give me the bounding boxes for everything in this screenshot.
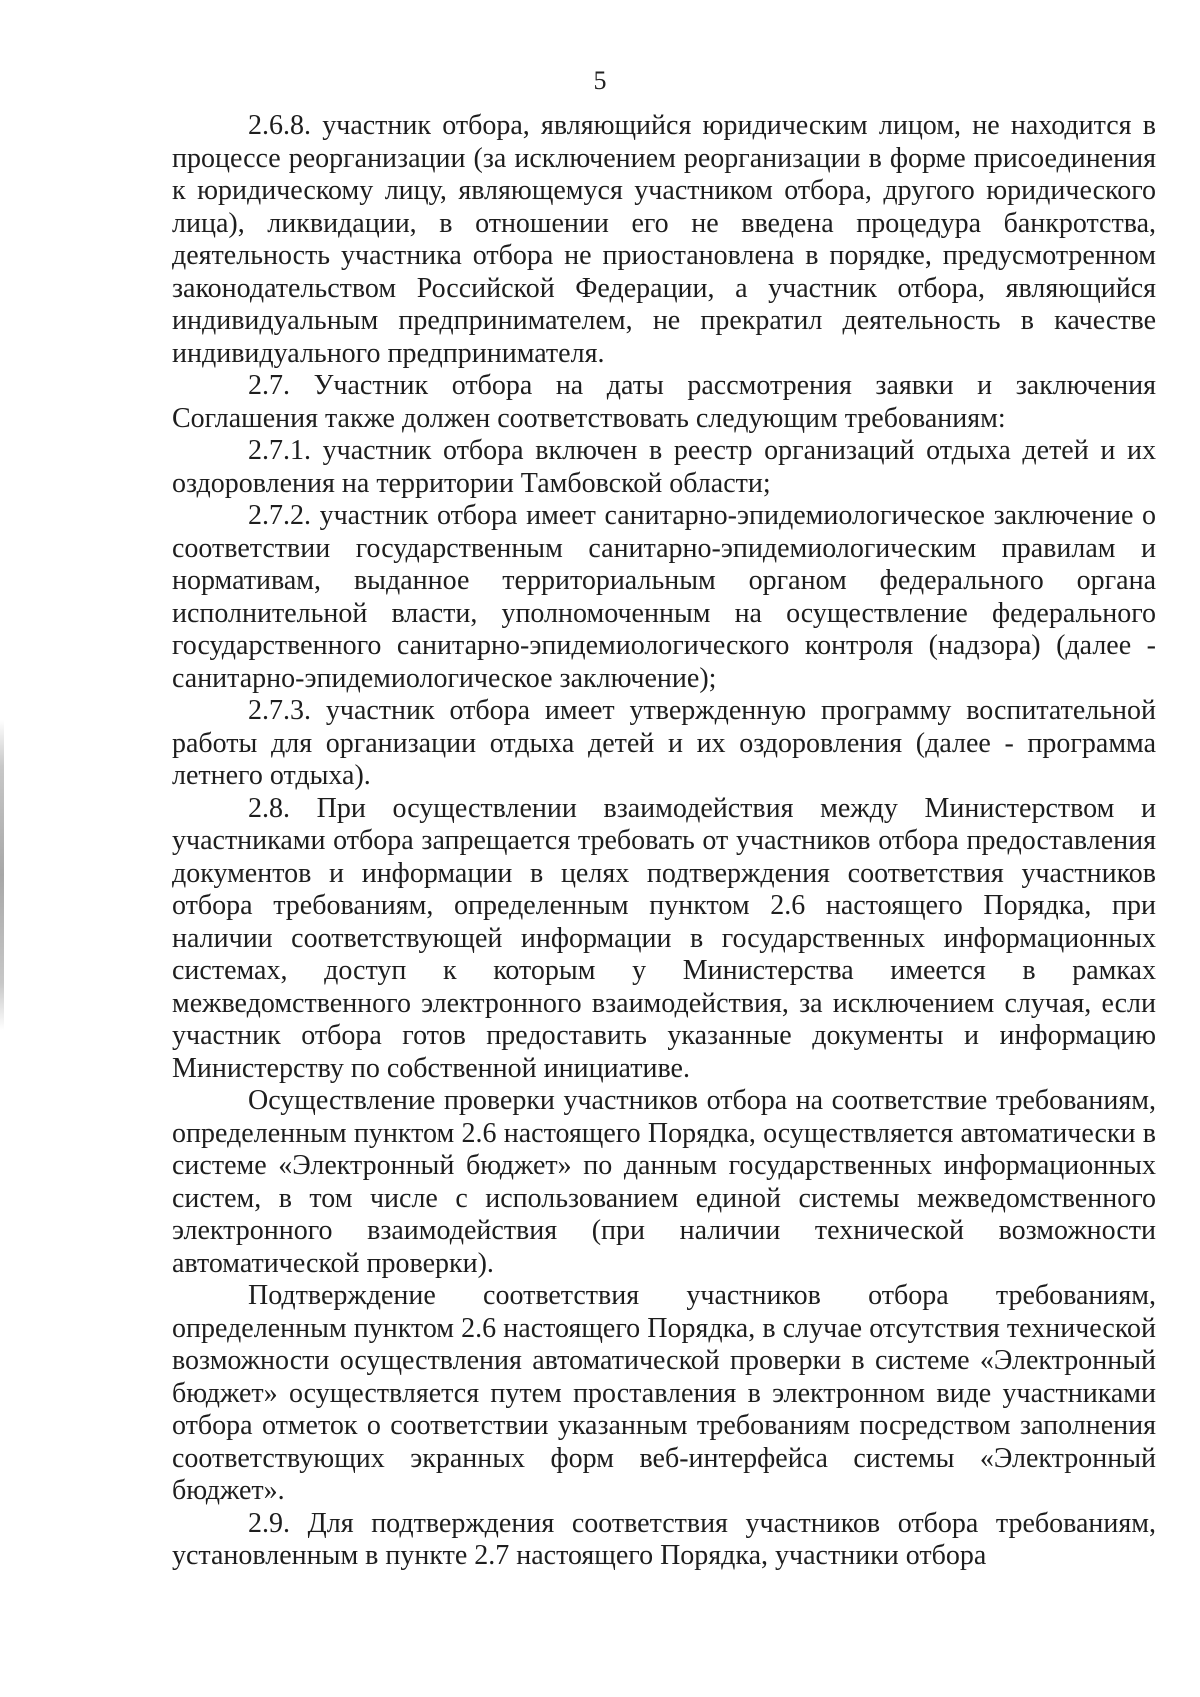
paragraph-2-7-2: 2.7.2. участник отбора имеет санитарно-эпидемиологическое заключение о соответствии государственным санитарно-эпидемиологическим правилам и нормативам, выданное территориальным органом федерального органа исполнительной власти, уполномоченным на осуществление федерального государственного санитарно-эпидемиологического контроля (надзора) (далее - санитарно-эпидемиологическое заключение);	[172, 500, 1156, 694]
page-number: 5	[593, 66, 607, 95]
scan-edge-shadow	[0, 720, 4, 1030]
paragraph-2-7-1: 2.7.1. участник отбора включен в реестр организаций отдыха детей и их оздоровления на территории Тамбовской области;	[172, 435, 1156, 499]
paragraph-confirmation: Подтверждение соответствия участников отбора требованиям, определенным пунктом 2.6 настоящего Порядка, в случае отсутствия технической возможности осуществления автоматической проверки в системе «Электронный бюджет» осуществляется путем проставления в электронном виде участниками отбора отметок о соответствии указанным требованиям посредством заполнения соответствующих экранных форм веб-интерфейса системы «Электронный бюджет».	[172, 1280, 1156, 1506]
document-body	[172, 110, 1156, 1573]
paragraph-2-6-8: 2.6.8. участник отбора, являющийся юридическим лицом, не находится в процессе реорганизации (за исключением реорганизации в форме присоединения к юридическому лицу, являющемуся участником отбора, другого юридического лица), ликвидации, в отношении его не введена процедура банкротства, деятельность участника отбора не приостановлена в порядке, предусмотренном законодательством Российской Федерации, а участник отбора, являющийся индивидуальным предпринимателем, не прекратил деятельность в качестве индивидуального предпринимателя.	[172, 110, 1156, 369]
paragraph-automatic-check: Осуществление проверки участников отбора на соответствие требованиям, определенным пунктом 2.6 настоящего Порядка, осуществляется автоматически в системе «Электронный бюджет» по данным государственных информационных систем, в том числе с использованием единой системы межведомственного электронного взаимодействия (при наличии технической возможности автоматической проверки).	[172, 1085, 1156, 1279]
paragraph-2-7-3: 2.7.3. участник отбора имеет утвержденную программу воспитательной работы для организации отдыха детей и их оздоровления (далее - программа летнего отдыха).	[172, 695, 1156, 791]
paragraph-2-9: 2.9. Для подтверждения соответствия участников отбора требованиям, установленным в пункте 2.7 настоящего Порядка, участники отбора	[172, 1507, 1156, 1571]
paragraph-2-8: 2.8. При осуществлении взаимодействия между Министерством и участниками отбора запрещается требовать от участников отбора предоставления документов и информации в целях подтверждения соответствия участников отбора требованиям, определенным пунктом 2.6 настоящего Порядка, при наличии соответствующей информации в государственных информационных системах, доступ к которым у Министерства имеется в рамках межведомственного электронного взаимодействия, за исключением случая, если участник отбора готов предоставить указанные документы и информацию Министерству по собственной инициативе.	[172, 792, 1156, 1084]
paragraph-2-7: 2.7. Участник отбора на даты рассмотрения заявки и заключения Соглашения также должен соответствовать следующим требованиям:	[172, 370, 1156, 434]
